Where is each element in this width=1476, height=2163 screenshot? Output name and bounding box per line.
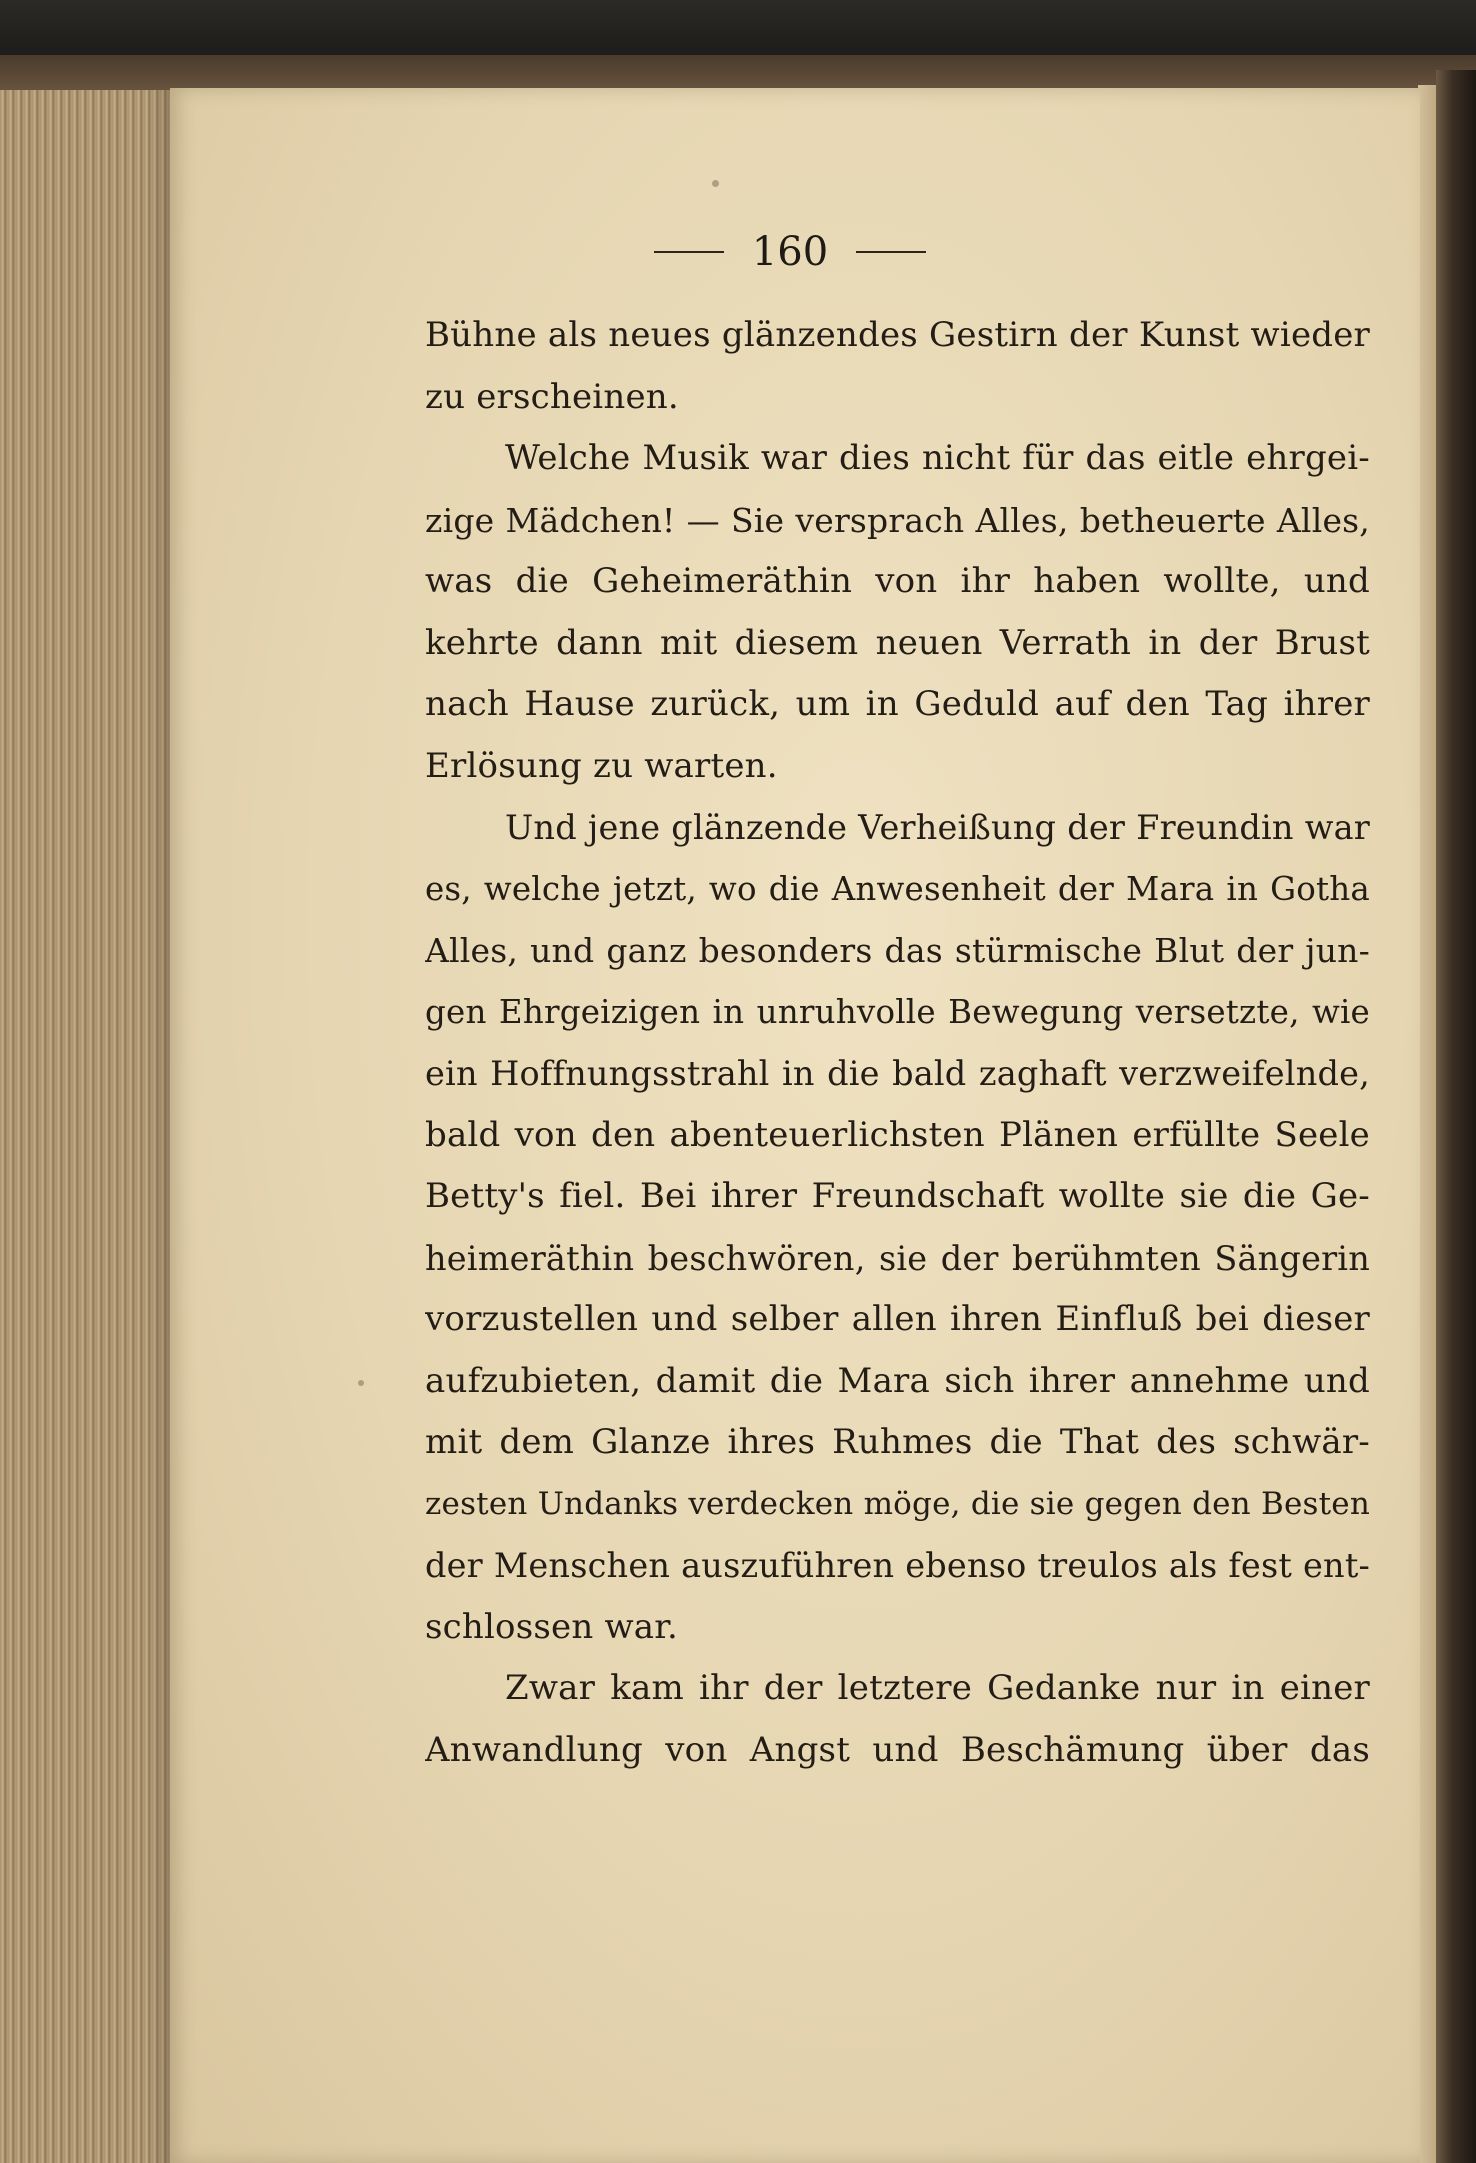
body-text [425,305,1370,1781]
text-line: bald von den abenteuerlichsten Plänen erfüllte Seele [425,1114,1370,1155]
text-line: es, welche jetzt, wo die Anwesenheit der Mara in Gotha [425,869,1370,908]
text-line: zige Mädchen! — Sie versprach Alles, betheuerte Alles, [425,500,1370,540]
text-line: aufzubieten, damit die Mara sich ihrer annehme und [425,1360,1370,1401]
right-binding [1436,70,1476,2163]
text-line: ein Hoffnungsstrahl in die bald zaghaft verzweifelnde, [425,1054,1370,1093]
text-line: zu erscheinen. [425,376,679,417]
text-line: schlossen war. [425,1606,678,1647]
text-line: gen Ehrgeizigen in unruhvolle Bewegung versetzte, wie [425,992,1370,1031]
text-line: Betty's fiel. Bei ihrer Freundschaft wollte sie die Ge- [425,1176,1370,1216]
page-stack-edge [0,90,170,2163]
text-line: nach Hause zurück, um in Geduld auf den Tag ihrer [425,684,1370,724]
page-number: 160 [751,229,829,275]
header-rule-right [856,251,926,253]
text-line: Erlösung zu warten. [425,745,778,786]
text-line: was die Geheimeräthin von ihr haben wollte, und [425,561,1370,601]
text-line: der Menschen auszuführen ebenso treulos als fest ent- [425,1546,1370,1585]
page-header [560,222,1020,282]
text-line: zesten Undanks verdecken möge, die sie gegen den Besten [425,1485,1370,1522]
page-spot [712,180,719,187]
text-line: mit dem Glanze ihres Ruhmes die That des schwär- [425,1422,1370,1462]
text-line: Und jene glänzende Verheißung der Freundin war [505,808,1370,847]
text-line: Anwandlung von Angst und Beschämung über das [425,1729,1370,1770]
text-line: vorzustellen und selber allen ihren Einfluß bei dieser [425,1299,1370,1339]
text-line: Alles, und ganz besonders das stürmische Blut der jun- [425,931,1370,970]
text-line: heimeräthin beschwören, sie der berühmten Sängerin [425,1238,1370,1278]
text-line: Zwar kam ihr der letztere Gedanke nur in einer [505,1668,1370,1708]
text-line: Welche Musik war dies nicht für das eitle ehrgei- [505,438,1370,478]
page-spot [358,1380,364,1386]
header-rule-left [654,251,724,253]
text-line: kehrte dann mit diesem neuen Verrath in der Brust [425,622,1370,663]
text-line: Bühne als neues glänzendes Gestirn der Kunst wieder [425,315,1370,355]
